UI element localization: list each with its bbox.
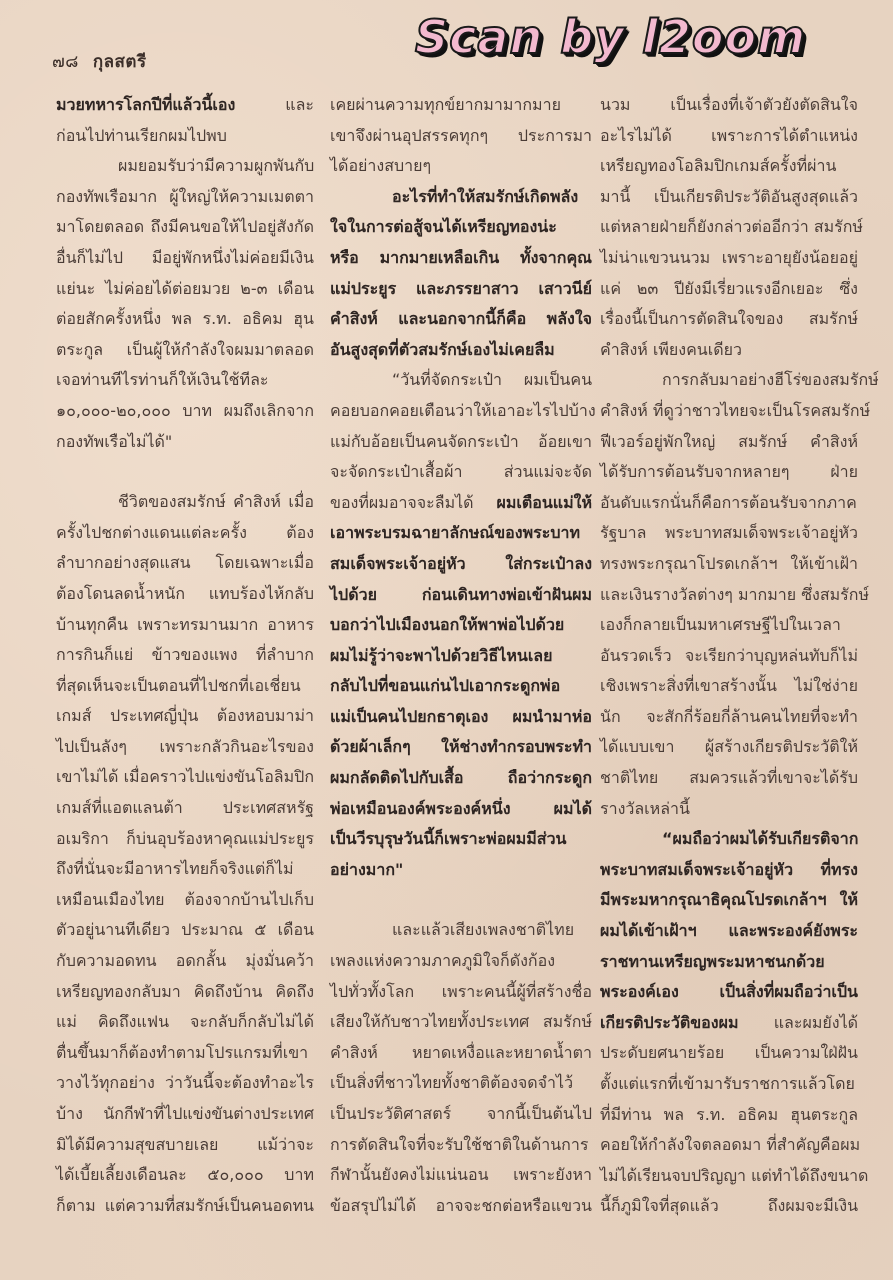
bold-text: อันสูงสุดที่ตัวสมรักษ์เองไม่เคยลืม <box>330 339 555 359</box>
article-line <box>330 121 592 152</box>
body-text: อื่นก็ไม่ไป มีอยู่พักหนึ่งไม่ค่อยมีเงิน <box>56 247 314 267</box>
article-line <box>330 90 592 121</box>
article-column-3 <box>600 90 879 1222</box>
article-line <box>330 1099 592 1130</box>
body-text: ไม่น่าแขวนนวม เพราะอายุยังน้อยอยู่ <box>600 247 858 267</box>
article-line <box>330 396 596 427</box>
body-text: บ้าง นักกีฬาที่ไปแข่งขันต่างประเทศ <box>56 1104 314 1123</box>
body-text: ได้อย่างสบายๆ <box>330 156 432 176</box>
article-line <box>56 182 314 213</box>
article-line <box>56 977 314 1008</box>
bold-text: ผมเตือนแม่ให้ <box>496 492 592 512</box>
article-line <box>330 1191 592 1222</box>
body-text: มิได้มีความสุขสบายเลย แม้ว่าจะ <box>56 1134 314 1154</box>
article-line <box>56 274 314 305</box>
article-line <box>600 977 858 1008</box>
body-text: ไปเป็นลังๆ เพราะกลัวกินอะไรของ <box>56 736 314 756</box>
article-column-2 <box>330 90 596 1221</box>
article-line <box>330 488 592 519</box>
bold-text: เป็นวีรบุรุษวันนี้ก็เพราะพ่อผมมีส่วน <box>330 829 567 849</box>
article-line <box>330 1038 592 1069</box>
article-line <box>600 947 858 978</box>
body-text: แต่หลายฝ่ายก็ยังกล่าวต่ออีกว่า สมรักษ์ <box>600 217 863 237</box>
body-text: “วันที่จัดกระเป๋า ผมเป็นคน <box>392 370 592 390</box>
body-text: เองก็กลายเป็นมหาเศรษฐีไปในเวลา <box>600 615 841 635</box>
article-line <box>600 1161 869 1192</box>
body-text: บ้านทุกคืน เพราะทรมานมาก อาหาร <box>56 614 314 634</box>
article-column-1 <box>56 90 314 1221</box>
article-line <box>330 580 592 611</box>
article-line <box>330 518 592 549</box>
body-text: ถึงที่นั่นจะมีอาหารไทยก็จริงแต่ก็ไม่ <box>56 859 294 879</box>
bold-text: คำสิงห์ และนอกจากนี้ก็คือ พลังใจ <box>330 309 592 329</box>
article-line <box>56 824 314 855</box>
body-text: ประดับยศนายร้อย เป็นความใฝ่ฝัน <box>600 1043 858 1063</box>
body-text: กองทัพเรือมาก ผู้ใหญ่ให้ความเมตตา <box>56 186 314 206</box>
body-text: เกมส์ที่แอตแลนต้า ประเทศสหรัฐ <box>56 798 314 818</box>
body-text: ก่อนไปท่านเรียกผมไปพบ <box>56 125 227 145</box>
article-line <box>56 1099 314 1130</box>
article-line <box>330 794 592 825</box>
body-text: กับความอดทน อดกลั้น มุ่งมั่นคว้า <box>56 951 314 971</box>
body-text: มานี้ เป็นเกียรติประวัติอันสูงสุดแล้ว <box>600 186 858 206</box>
article-line <box>330 977 592 1008</box>
article-line <box>600 549 858 580</box>
paragraph-gap <box>330 885 592 915</box>
article-line <box>600 610 858 641</box>
body-text: ลำบากอย่างสุดแสน โดยเฉพาะเมื่อ <box>56 553 314 573</box>
body-text: แค่ ๒๓ ปียังมีเรี่ยวแรงอีกเยอะ ซึ่ง <box>600 278 858 298</box>
article-line <box>600 794 858 825</box>
article-line <box>600 702 858 733</box>
article-line <box>600 90 858 121</box>
scan-watermark: Scan by l2oom <box>415 10 807 64</box>
article-line <box>330 274 592 305</box>
magazine-name: กุลสตรี <box>92 52 147 72</box>
body-text: และแล้วเสียงเพลงชาติไทย <box>392 920 575 940</box>
body-text: ได้แบบเขา ผู้สร้างเกียรติประวัติให้ <box>600 737 858 757</box>
article-line <box>600 365 879 396</box>
article-line <box>330 365 592 396</box>
article-line <box>330 151 592 182</box>
page-header <box>52 48 147 75</box>
bold-text: เกียรติประวัติของผม <box>600 1012 739 1032</box>
article-line <box>56 1068 314 1099</box>
body-text: ข้อสรุปไม่ได้ อาจจะชกต่อหรือแขวน <box>330 1195 592 1215</box>
article-line <box>56 243 314 274</box>
body-text: ไปทั่วทั้งโลก เพราะคนนี้ผู้ที่สร้างชื่อ <box>330 981 592 1001</box>
article-line <box>56 548 314 579</box>
body-text: เขาไม่ได้ เมื่อคราวไปแข่งขันโอลิมปิก <box>56 767 314 787</box>
article-line <box>600 671 858 702</box>
body-text: คำสิงห์ เพียงคนเดียว <box>600 339 742 359</box>
bold-text: พระบาทสมเด็จพระเจ้าอยู่หัว ที่ทรง <box>600 859 858 879</box>
body-text: ชาติไทย สมควรแล้วที่เขาจะได้รับ <box>600 768 858 788</box>
article-line <box>600 824 858 855</box>
article-line <box>600 121 858 152</box>
article-line <box>330 763 592 794</box>
body-text: นัก จะสักกี่ร้อยกี่ล้านคนไทยที่จะทำ <box>600 706 858 726</box>
bold-text: ผมกลัดติดไปกับเสื้อ ถือว่ากระดูก <box>330 768 592 788</box>
body-text: ต่อยสักครั้งหนึ่ง พล ร.ท. อธิคม ฮุน <box>56 309 314 329</box>
body-text: คอยบอกคอยเตือนว่าให้เอาอะไรไปบ้าง <box>330 400 596 420</box>
article-line <box>56 365 314 396</box>
bold-text: พ่อเหมือนองค์พระองค์หนึ่ง ผมได้ <box>330 798 592 818</box>
article-line <box>330 1007 592 1038</box>
bold-text: สมเด็จพระเจ้าอยู่หัว ใส่กระเป๋าลง <box>330 553 592 573</box>
body-text: ได้รับการต้อนรับจากหลายๆ ฝ่าย <box>600 462 858 482</box>
body-text: แม่กับอ้อยเป็นคนจัดกระเป๋า อ้อยเขา <box>330 431 592 451</box>
body-text: เป็นสิ่งที่ชาวไทยทั้งชาติต้องจดจำไว้ <box>330 1073 574 1093</box>
article-line <box>330 243 592 274</box>
body-text: เกมส์ ประเทศญี่ปุ่น ต้องหอบมาม่า <box>56 706 314 726</box>
article-line <box>56 335 314 366</box>
body-text: อันดับแรกนั่นก็คือการต้อนรับจากภาค <box>600 492 857 512</box>
body-text: และผมยังได้ <box>738 1012 858 1032</box>
article-line <box>330 671 592 702</box>
article-line <box>600 1191 858 1222</box>
bold-text: อะไรที่ทำให้สมรักษ์เกิดพลัง <box>392 186 579 206</box>
body-text: และเงินรางวัลต่างๆ มากมาย ซึ่งสมรักษ์ <box>600 584 869 604</box>
article-line <box>600 243 858 274</box>
article-line <box>330 335 592 366</box>
bold-text: พระองค์เอง เป็นสิ่งที่ผมถือว่าเป็น <box>600 982 858 1002</box>
bold-text: ราชทานเหรียญพระมหาชนกด้วย <box>600 951 825 971</box>
article-line <box>56 427 314 458</box>
body-text: กองทัพเรือไม่ได้" <box>56 431 173 451</box>
body-text: ก็ตาม แต่ความที่สมรักษ์เป็นคนอดทน <box>56 1195 314 1215</box>
body-text: ของที่ผมอาจจะลืมได้ <box>330 492 497 512</box>
body-text: นวม เป็นเรื่องที่เจ้าตัวยังตัดสินใจ <box>600 95 858 114</box>
article-line <box>600 580 869 611</box>
bold-text: ผมได้เข้าเฝ้าฯ และพระองค์ยังพระ <box>600 921 858 941</box>
article-line <box>330 915 592 946</box>
body-text: ชีวิตของสมรักษ์ คำสิงห์ เมื่อ <box>118 492 314 512</box>
page-number: ๗๘ <box>52 52 79 72</box>
body-text: ทรงพระกรุณาโปรดเกล้าฯ ให้เข้าเฝ้า <box>600 553 858 573</box>
article-line <box>56 793 314 824</box>
article-line <box>56 579 314 610</box>
article-line <box>56 885 314 916</box>
article-line <box>600 518 858 549</box>
body-text: แม่ คิดถึงแฟน จะกลับก็กลับไม่ได้ <box>56 1012 314 1032</box>
article-line <box>330 212 592 243</box>
article-line <box>600 1069 858 1100</box>
body-text: ไม่ได้เรียนจบปริญญา แต่ทำได้ถึงขนาด <box>600 1165 869 1185</box>
body-text: การกลับมาอย่างฮีโร่ของสมรักษ์ <box>662 370 879 390</box>
article-line <box>600 1008 858 1039</box>
article-line <box>600 182 858 213</box>
body-text: มาโดยตลอด ถึงมีคนขอให้ไปอยู่สังกัด <box>56 217 314 237</box>
bold-text: มวยทหารโลกปีที่แล้วนี้เอง <box>56 95 236 114</box>
article-line <box>56 732 314 763</box>
article-line <box>600 274 858 305</box>
body-text: ตัวอยู่นานทีเดียว ประมาณ ๕ เดือน <box>56 920 314 940</box>
article-line <box>330 549 592 580</box>
body-text: การกินก็แย่ ข้าวของแพง ที่ลำบาก <box>56 645 314 665</box>
article-line <box>600 1100 858 1131</box>
body-text: เสียงให้กับชาวไทยทั้งประเทศ สมรักษ์ <box>330 1012 592 1032</box>
body-text: คำสิงห์ หยาดเหงื่อและหยาดน้ำตา <box>330 1042 592 1062</box>
body-text: คำสิงห์ ที่ดูว่าชาวไทยจะเป็นโรคสมรักษ์ <box>600 400 871 420</box>
article-line <box>56 762 314 793</box>
body-text: เรื่องนี้เป็นการตัดสินใจของ สมรักษ์ <box>600 309 858 329</box>
body-text: เจอท่านทีไรท่านก็ให้เงินใช้ทีละ <box>56 370 269 390</box>
article-line <box>56 396 314 427</box>
article-line <box>600 151 858 182</box>
bold-text: “ผมถือว่าผมได้รับเกียรติจาก <box>662 829 859 849</box>
body-text: ที่มีท่าน พล ร.ท. อธิคม ฮุนตระกูล <box>600 1104 858 1124</box>
article-line <box>600 335 858 366</box>
body-text: เคยผ่านความทุกข์ยากมามากมาย <box>330 95 561 114</box>
article-line <box>330 1068 592 1099</box>
article-line <box>56 701 314 732</box>
article-line <box>56 640 314 671</box>
article-line <box>330 1130 592 1161</box>
article-line <box>56 90 314 121</box>
body-text: ตระกูล เป็นผู้ให้กำลังใจผมมาตลอด <box>56 339 314 359</box>
article-line <box>56 487 314 518</box>
bold-text: กลับไปที่ขอนแก่นไปเอากระดูกพ่อ <box>330 676 561 696</box>
article-line <box>56 671 314 702</box>
article-line <box>330 304 592 335</box>
body-text: รางวัลเหล่านี้ <box>600 798 690 818</box>
article-line <box>600 488 858 519</box>
body-text: คอยให้กำลังใจตลอดมา ที่สำคัญคือผม <box>600 1135 861 1155</box>
body-text: และ <box>235 95 314 114</box>
article-line <box>56 1130 314 1161</box>
bold-text: อย่างมาก" <box>330 859 404 879</box>
article-line <box>330 641 592 672</box>
body-text: อเมริกา ก็บ่นอุบร้องหาคุณแม่ประยูร <box>56 828 314 848</box>
article-line <box>56 121 314 152</box>
article-line <box>600 885 858 916</box>
body-text: อันรวดเร็ว จะเรียกว่าบุญหล่นทับก็ไม่ <box>600 645 858 665</box>
article-line <box>600 427 858 458</box>
article-line <box>600 212 863 243</box>
body-text: แย่นะ ไม่ค่อยได้ต่อยมวย ๒-๓ เดือน <box>56 278 314 298</box>
bold-text: แม่ประยูร และภรรยาสาว เสาวนีย์ <box>330 278 592 298</box>
article-line <box>600 457 858 488</box>
body-text: ได้เบี้ยเลี้ยงเดือนละ ๕๐,๐๐๐ บาท <box>56 1165 314 1185</box>
bold-text: เอาพระบรมฉายาลักษณ์ของพระบาท <box>330 523 580 543</box>
body-text: ฟีเวอร์อยู่พักใหญ่ สมรักษ์ คำสิงห์ <box>600 431 858 451</box>
article-line <box>330 457 592 488</box>
article-line <box>330 610 592 641</box>
article-line <box>56 854 314 885</box>
bold-text: ด้วยผ้าเล็กๆ ให้ช่างทำกรอบพระทำ <box>330 737 592 757</box>
body-text: ที่สุดเห็นจะเป็นตอนที่ไปชกที่เอเชี่ยน <box>56 675 301 695</box>
body-text: ๑๐,๐๐๐-๒๐,๐๐๐ บาท ผมถึงเลิกจาก <box>56 400 314 420</box>
bold-text: แม่เป็นคนไปยกธาตุเอง ผมนำมาห่อ <box>330 706 592 726</box>
article-line <box>56 518 314 549</box>
article-line <box>600 855 858 886</box>
bold-text: ไปด้วย ก่อนเดินทางพ่อเข้าฝันผม <box>330 584 592 604</box>
article-line <box>600 396 871 427</box>
article-line <box>56 610 314 641</box>
article-line <box>330 702 592 733</box>
body-text: เหรียญทองกลับมา คิดถึงบ้าน คิดถึง <box>56 981 314 1001</box>
bold-text: ผมไม่รู้ว่าจะพาไปด้วยวิธีไหนเลย <box>330 645 553 665</box>
bold-text: หรือ มากมายเหลือเกิน ทั้งจากคุณ <box>330 247 592 267</box>
article-line <box>56 1007 314 1038</box>
article-line <box>600 916 858 947</box>
body-text: เหรียญทองโอลิมปิกเกมส์ครั้งที่ผ่าน <box>600 156 837 176</box>
article-line <box>330 946 592 977</box>
article-line <box>330 427 592 458</box>
bold-text: บอกว่าไปเมืองนอกให้พาพ่อไปด้วย <box>330 615 565 635</box>
body-text: เพลงแห่งความภาคภูมิใจก็ดังก้อง <box>330 951 556 971</box>
article-line <box>56 304 314 335</box>
article-line <box>330 1160 592 1191</box>
bold-text: ใจในการต่อสู้จนได้เหรียญทองน่ะ <box>330 217 557 237</box>
bold-text: มีพระมหากรุณาธิคุณโปรดเกล้าฯ ให้ <box>600 890 858 910</box>
body-text: ตื่นขึ้นมาก็ต้องทำตามโปรแกรมที่เขา <box>56 1042 309 1062</box>
body-text: รัฐบาล พระบาทสมเด็จพระเจ้าอยู่หัว <box>600 523 858 543</box>
article-line <box>56 1160 314 1191</box>
article-line <box>330 855 592 886</box>
body-text: วางไว้ทุกอย่าง ว่าวันนี้จะต้องทำอะไร <box>56 1073 314 1093</box>
body-text: ตั้งแต่แรกที่เข้ามารับราชการแล้วโดย <box>600 1074 855 1093</box>
article-line <box>600 304 858 335</box>
article-line <box>600 1130 861 1161</box>
paragraph-gap <box>56 457 314 487</box>
article-line <box>600 763 858 794</box>
body-text: ต้องโดนลดน้ำหนัก แทบร้องไห้กลับ <box>56 583 314 603</box>
article-line <box>56 915 314 946</box>
body-text: เขาจึงผ่านอุปสรรคทุกๆ ประการมา <box>330 125 592 145</box>
body-text: ผมยอมรับว่ามีความผูกพันกับ <box>118 156 315 176</box>
body-text: อะไรไม่ได้ เพราะการได้ตำแหน่ง <box>600 125 858 145</box>
article-line <box>600 641 858 672</box>
body-text: ครั้งไปชกต่างแดนแต่ละครั้ง ต้อง <box>56 522 314 542</box>
body-text: การตัดสินใจที่จะรับใช้ชาติในด้านการ <box>330 1134 589 1154</box>
body-text: นี้ก็ภูมิใจที่สุดแล้ว ถึงผมจะมีเงิน <box>600 1196 858 1216</box>
body-text: กีฬานั้นยังคงไม่แน่นอน เพราะยังหา <box>330 1165 592 1185</box>
article-line <box>56 946 314 977</box>
article-line <box>330 824 592 855</box>
article-line <box>600 732 858 763</box>
article-line <box>56 212 314 243</box>
body-text: จะจัดกระเป๋าเสื้อผ้า ส่วนแม่จะจัด <box>330 462 592 482</box>
article-line <box>330 182 592 213</box>
body-text: เหมือนเมืองไทย ต้องจากบ้านไปเก็บ <box>56 889 314 909</box>
article-line <box>330 732 592 763</box>
article-line <box>56 151 314 182</box>
article-line <box>56 1038 314 1069</box>
article-line <box>56 1191 314 1222</box>
body-text: เชิงเพราะสิ่งที่เขาสร้างนั้น ไม่ใช่ง่าย <box>600 676 858 696</box>
article-line <box>600 1038 858 1069</box>
body-text: เป็นประวัติศาสตร์ จากนี้เป็นต้นไป <box>330 1104 592 1123</box>
